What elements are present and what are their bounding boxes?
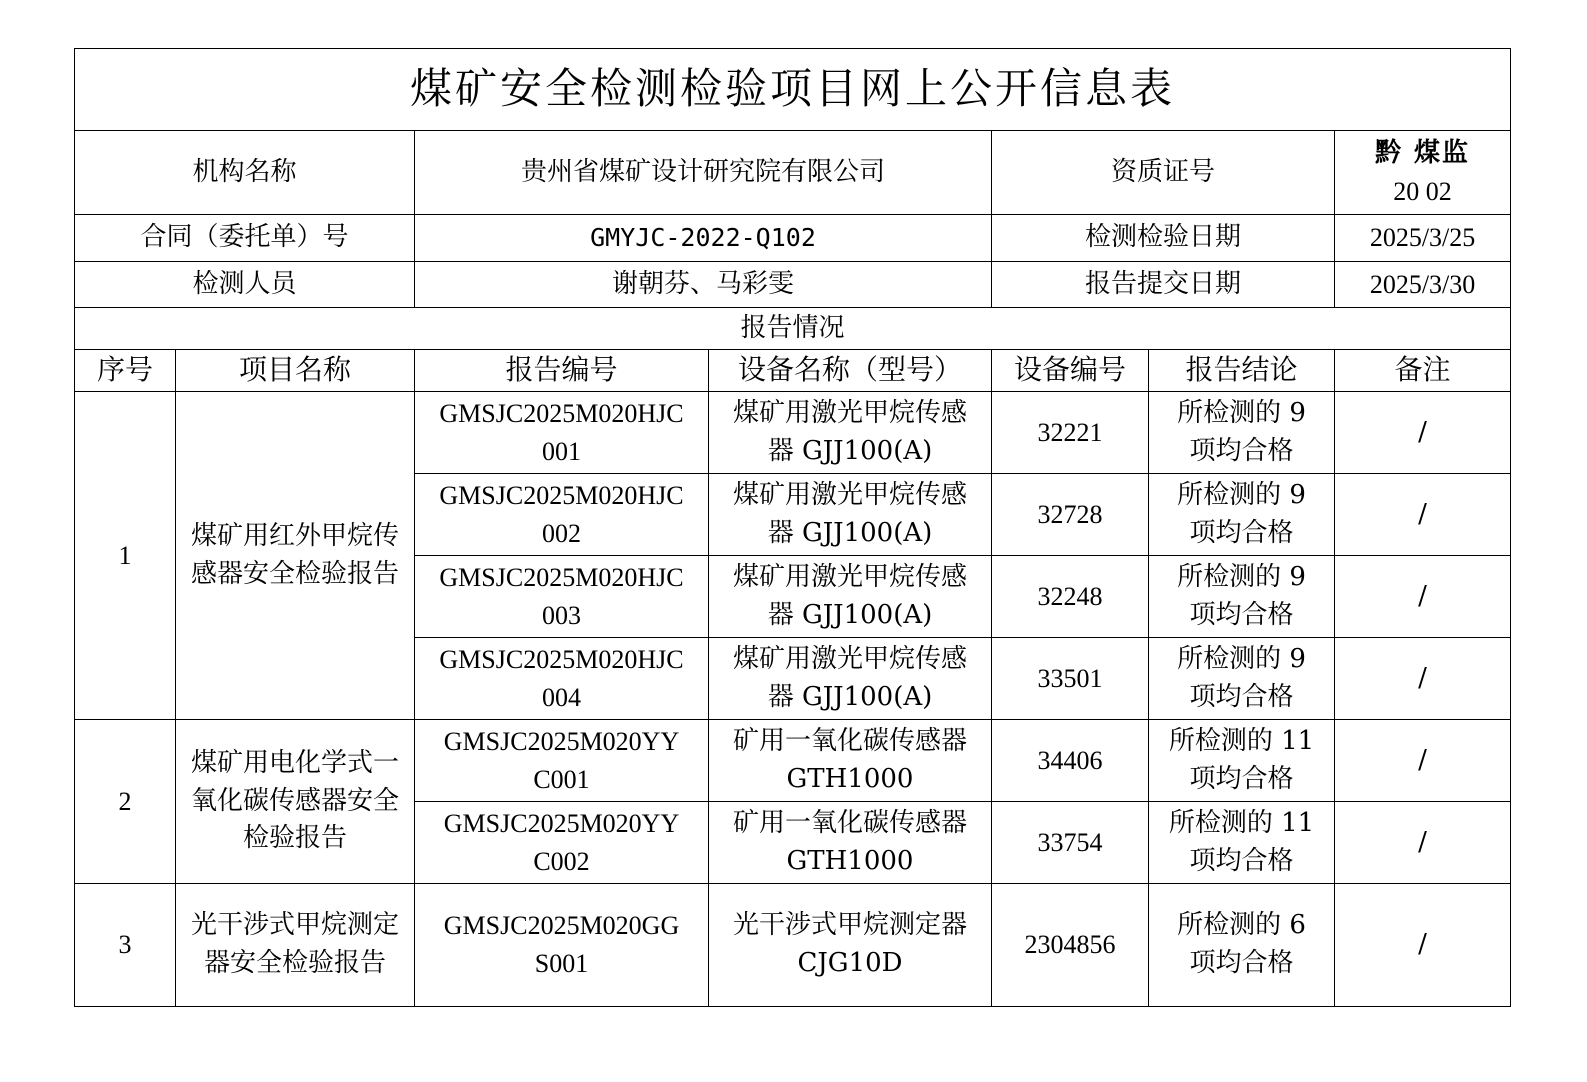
report-result-line1: 所检测的 9 — [1177, 643, 1306, 674]
table-row — [75, 884, 1511, 1007]
report-number-line1: GMSJC2025M020HJC — [439, 644, 684, 674]
project-no: 1 — [75, 392, 176, 720]
report-result-line1: 所检测的 9 — [1177, 479, 1306, 510]
report-number-line2: 003 — [542, 600, 581, 630]
column-header: 报告编号 — [415, 350, 709, 392]
report-number-line1: GMSJC2025M020GG — [443, 911, 680, 941]
table-row — [75, 392, 1511, 474]
report-number-line2: S001 — [534, 949, 589, 978]
report-result — [1149, 556, 1335, 638]
device-serial: 2304856 — [992, 884, 1149, 1007]
submit-date-label: 报告提交日期 — [992, 262, 1335, 308]
remark: / — [1335, 392, 1511, 474]
report-number-line1: GMSJC2025M020HJC — [439, 480, 684, 510]
report-result-line1: 所检测的 9 — [1177, 561, 1306, 592]
device-serial: 33501 — [992, 638, 1149, 720]
column-header: 设备编号 — [992, 350, 1149, 392]
contract-row — [75, 215, 1511, 262]
report-number-line1: GMSJC2025M020HJC — [439, 398, 684, 428]
cert-value-line2: 20 02 — [1393, 176, 1452, 206]
device-name-line2: CJG10D — [797, 948, 903, 978]
submit-date-value: 2025/3/30 — [1335, 262, 1511, 308]
report-number — [415, 720, 709, 802]
section-label: 报告情况 — [75, 308, 1511, 350]
test-date-value: 2025/3/25 — [1335, 215, 1511, 262]
device-name-line2: GTH1000 — [786, 763, 914, 794]
remark: / — [1335, 720, 1511, 802]
device-name-line1: 煤矿用激光甲烷传感 — [732, 479, 967, 510]
cert-value — [1335, 131, 1511, 215]
remark: / — [1335, 556, 1511, 638]
contract-label: 合同（委托单）号 — [75, 215, 415, 262]
device-serial: 32221 — [992, 392, 1149, 474]
report-result-line2: 项均合格 — [1189, 845, 1294, 876]
title-row — [75, 49, 1511, 131]
column-header: 项目名称 — [176, 350, 415, 392]
report-result — [1149, 638, 1335, 720]
contract-value: GMYJC-2022-Q102 — [415, 215, 992, 262]
project-name: 光干涉式甲烷测定器安全检验报告 — [176, 884, 415, 1007]
remark: / — [1335, 638, 1511, 720]
report-result-line2: 项均合格 — [1189, 763, 1294, 794]
device-name — [709, 638, 992, 720]
report-result-line2: 项均合格 — [1189, 681, 1294, 712]
report-number — [415, 556, 709, 638]
column-header: 设备名称（型号） — [709, 350, 992, 392]
report-number — [415, 474, 709, 556]
report-result-line1: 所检测的 9 — [1177, 397, 1306, 428]
remark: / — [1335, 474, 1511, 556]
info-table — [74, 48, 1511, 1007]
section-row — [75, 308, 1511, 350]
report-result-line2: 项均合格 — [1189, 948, 1294, 978]
remark: / — [1335, 802, 1511, 884]
column-header: 报告结论 — [1149, 350, 1335, 392]
device-name-line1: 煤矿用激光甲烷传感 — [732, 561, 967, 592]
project-name: 煤矿用电化学式一氧化碳传感器安全检验报告 — [176, 720, 415, 884]
institution-row — [75, 131, 1511, 215]
device-name — [709, 474, 992, 556]
report-number-line2: 002 — [542, 518, 581, 548]
report-result-line1: 所检测的 11 — [1168, 725, 1315, 756]
report-number-line1: GMSJC2025M020YY — [443, 808, 680, 838]
institution-value: 贵州省煤矿设计研究院有限公司 — [415, 131, 992, 215]
device-serial: 34406 — [992, 720, 1149, 802]
device-serial: 32728 — [992, 474, 1149, 556]
device-name-line1: 矿用一氧化碳传感器 — [732, 807, 967, 838]
device-name-line1: 煤矿用激光甲烷传感 — [732, 643, 967, 674]
device-name-line1: 矿用一氧化碳传感器 — [732, 725, 967, 756]
report-number-line1: GMSJC2025M020HJC — [439, 562, 684, 592]
report-number — [415, 802, 709, 884]
column-header-row — [75, 350, 1511, 392]
table-row — [75, 720, 1511, 802]
report-result — [1149, 884, 1335, 1007]
project-no: 2 — [75, 720, 176, 884]
report-number — [415, 638, 709, 720]
page-title: 煤矿安全检测检验项目网上公开信息表 — [75, 49, 1511, 131]
report-number-line2: 001 — [542, 436, 581, 466]
device-name — [709, 884, 992, 1007]
project-name: 煤矿用红外甲烷传感器安全检验报告 — [176, 392, 415, 720]
report-number-line2: C002 — [533, 846, 590, 876]
info-sheet — [74, 48, 1511, 1007]
report-number — [415, 884, 709, 1007]
report-result-line2: 项均合格 — [1189, 599, 1294, 630]
report-number-line1: GMSJC2025M020YY — [443, 726, 680, 756]
report-number-line2: 004 — [542, 682, 581, 712]
report-result — [1149, 720, 1335, 802]
device-name — [709, 720, 992, 802]
staff-row — [75, 262, 1511, 308]
device-name — [709, 556, 992, 638]
remark: / — [1335, 884, 1511, 1007]
device-name-line2: 器 GJJ100(A) — [767, 681, 933, 712]
device-serial: 33754 — [992, 802, 1149, 884]
device-name — [709, 802, 992, 884]
device-name-line1: 煤矿用激光甲烷传感 — [732, 397, 967, 428]
cert-label: 资质证号 — [992, 131, 1335, 215]
project-no: 3 — [75, 884, 176, 1007]
report-result-line1: 所检测的 6 — [1177, 910, 1306, 941]
device-name-line2: 器 GJJ100(A) — [767, 599, 933, 630]
report-number — [415, 392, 709, 474]
report-result-line2: 项均合格 — [1189, 435, 1294, 466]
device-name-line2: 器 GJJ100(A) — [767, 517, 933, 548]
report-number-line2: C001 — [533, 764, 590, 794]
report-result — [1149, 802, 1335, 884]
device-name — [709, 392, 992, 474]
column-header: 备注 — [1335, 350, 1511, 392]
staff-value: 谢朝芬、马彩雯 — [415, 262, 992, 308]
device-name-line2: 器 GJJ100(A) — [767, 435, 933, 466]
column-header: 序号 — [75, 350, 176, 392]
report-result — [1149, 474, 1335, 556]
test-date-label: 检测检验日期 — [992, 215, 1335, 262]
device-name-line1: 光干涉式甲烷测定器 — [732, 910, 967, 941]
report-result-line1: 所检测的 11 — [1168, 807, 1315, 838]
report-result-line2: 项均合格 — [1189, 517, 1294, 548]
device-serial: 32248 — [992, 556, 1149, 638]
cert-value-line1: 黔 煤监 — [1375, 137, 1471, 168]
device-name-line2: GTH1000 — [786, 845, 914, 876]
staff-label: 检测人员 — [75, 262, 415, 308]
institution-label: 机构名称 — [75, 131, 415, 215]
report-result — [1149, 392, 1335, 474]
